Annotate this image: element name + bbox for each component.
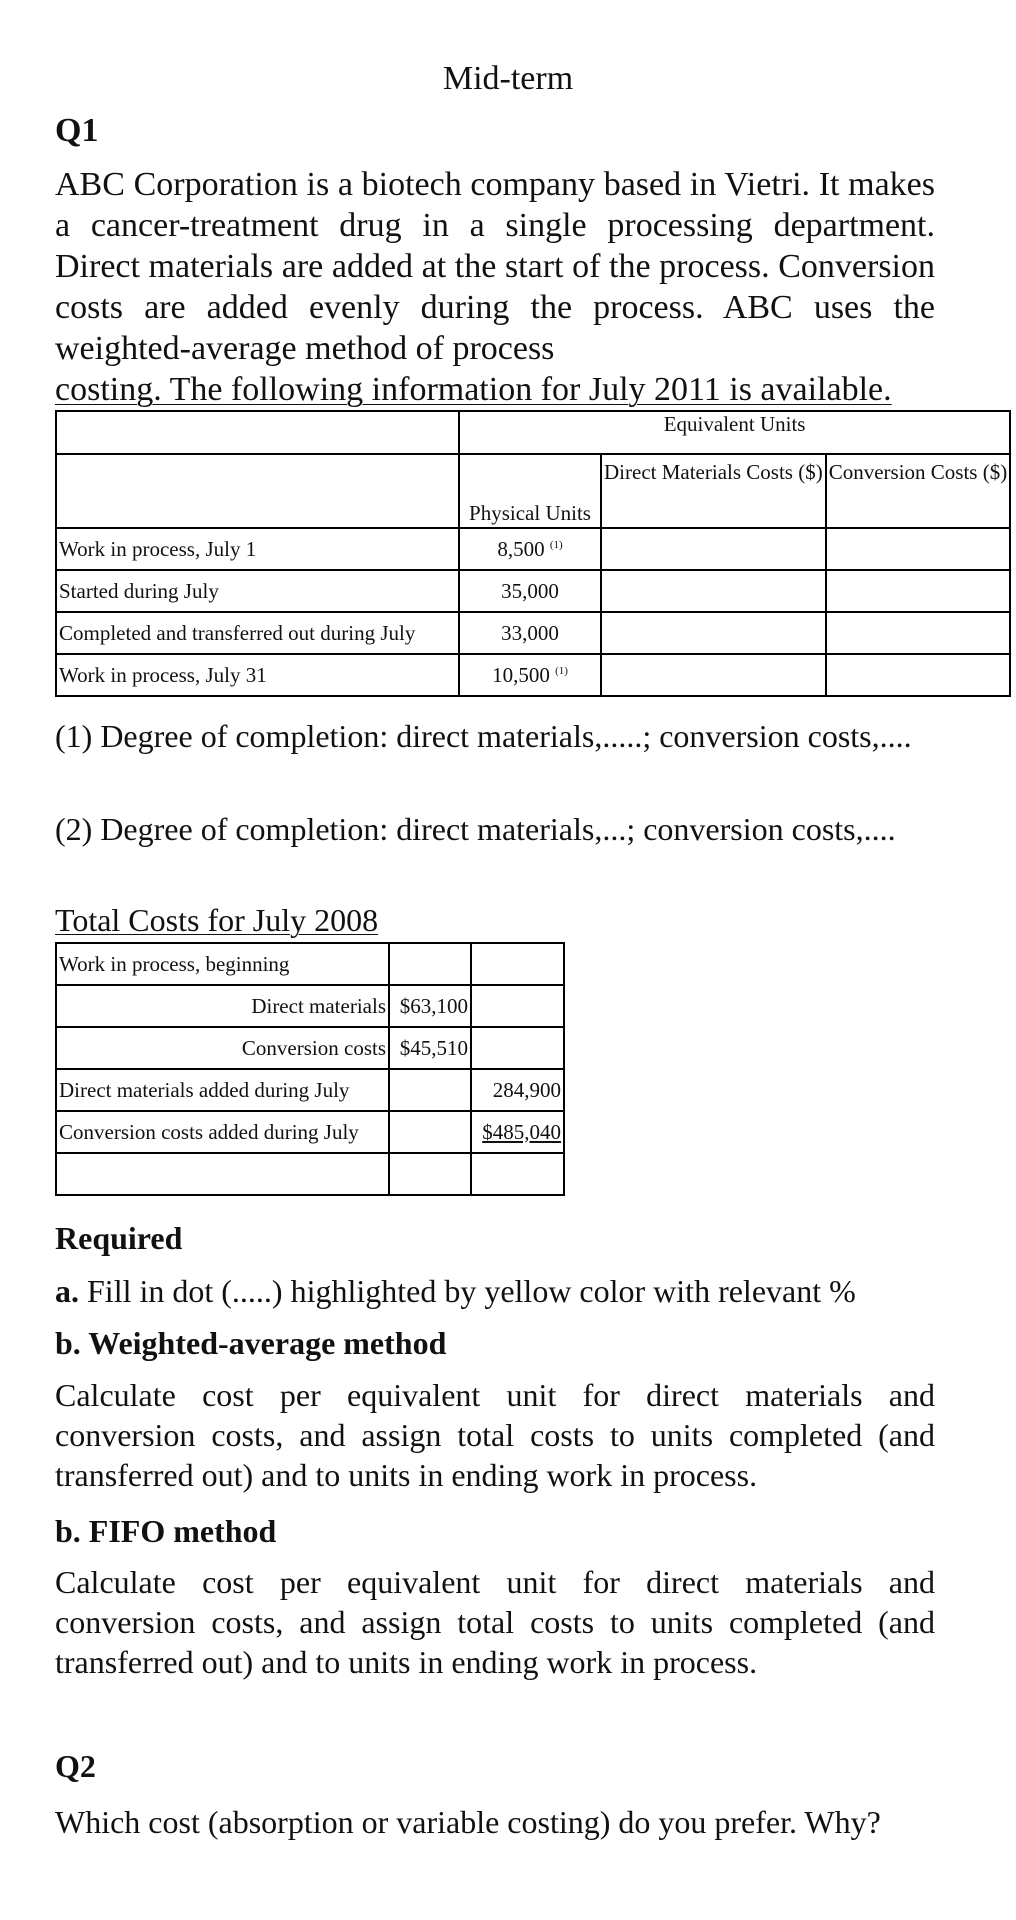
cc-added-label: Conversion costs added during July xyxy=(56,1111,389,1153)
question-2-text: Which cost (absorption or variable costing) do you prefer. Why? xyxy=(55,1804,881,1840)
question-1-label: Q1 xyxy=(55,112,99,149)
conversion-costs-cell xyxy=(826,570,1011,612)
required-a-label: a. xyxy=(55,1273,79,1309)
costs-table xyxy=(55,942,565,1196)
dm-added-value: 284,900 xyxy=(471,1069,564,1111)
direct-materials-label: Direct materials xyxy=(56,985,389,1027)
units-table-top-header-row xyxy=(56,411,1010,454)
direct-materials-value: $63,100 xyxy=(389,985,471,1027)
required-a-text: Fill in dot (.....) highlighted by yellow color with relevant % xyxy=(79,1273,856,1309)
empty-cell xyxy=(389,1069,471,1111)
conversion-costs-label: Conversion costs xyxy=(56,1027,389,1069)
table-row xyxy=(56,1027,564,1069)
row-label: Started during July xyxy=(56,570,459,612)
required-b2-text: Calculate cost per equivalent unit for direct materials and conversion costs, and assign total costs to units completed (and transferred out) and to units in ending work in process. xyxy=(55,1564,935,1680)
units-table xyxy=(55,410,1011,697)
conversion-costs-value: $45,510 xyxy=(389,1027,471,1069)
note-1: (1) Degree of completion: direct materials,.....; conversion costs,.... xyxy=(55,718,912,754)
physical-units-cell xyxy=(459,528,601,570)
units-table-blank-cell xyxy=(56,454,459,528)
empty-cell xyxy=(389,943,471,985)
conversion-costs-cell xyxy=(826,612,1011,654)
table-row xyxy=(56,1111,564,1153)
question-1-last-line-text: costing. The following information for July 2011 is available. xyxy=(55,371,892,408)
physical-units-value: 8,500 xyxy=(497,536,545,561)
total-costs-title xyxy=(55,902,378,939)
units-table-blank-cell xyxy=(56,411,459,454)
cc-added-value: $485,040 xyxy=(471,1111,564,1153)
required-b1-text: Calculate cost per equivalent unit for direct materials and conversion costs, and assign total costs to units completed (and transferred out) and to units in ending work in process. xyxy=(55,1377,935,1493)
empty-cell xyxy=(389,1111,471,1153)
direct-materials-header: Direct Materials Costs ($) xyxy=(601,454,826,528)
empty-cell xyxy=(471,985,564,1027)
table-row xyxy=(56,985,564,1027)
question-1-paragraph: ABC Corporation is a biotech company based in Vietri. It makes a cancer-treatment drug in a single processing department. Direct materials are added at the start of the process. Conversion costs are added evenly during the process. ABC uses the weighted-average method of process xyxy=(55,166,935,367)
empty-cell xyxy=(471,943,564,985)
required-heading: Required xyxy=(55,1220,183,1256)
wip-beginning-label: Work in process, beginning xyxy=(56,943,389,985)
table-row xyxy=(56,528,1010,570)
page-title: Mid-term xyxy=(442,60,574,97)
row-label: Work in process, July 1 xyxy=(56,528,459,570)
required-b1-heading: b. Weighted-average method xyxy=(55,1325,447,1361)
footnote-marker: (1) xyxy=(555,664,568,677)
question-2-label: Q2 xyxy=(55,1748,96,1784)
table-row xyxy=(56,1153,564,1195)
table-row xyxy=(56,654,1010,696)
footnote-marker: (1) xyxy=(549,538,563,551)
physical-units-cell: 35,000 xyxy=(459,570,601,612)
conversion-costs-header: Conversion Costs ($) xyxy=(826,454,1011,528)
units-table-header-row xyxy=(56,454,1010,528)
conversion-costs-cell xyxy=(826,654,1011,696)
total-costs-title-text: Total Costs for July 2008 xyxy=(55,902,379,938)
note-2: (2) Degree of completion: direct materials,...; conversion costs,.... xyxy=(55,811,896,847)
physical-units-cell: 33,000 xyxy=(459,612,601,654)
required-a xyxy=(55,1271,856,1311)
direct-materials-cell xyxy=(601,528,826,570)
row-label: Completed and transferred out during July xyxy=(56,612,459,654)
empty-cell xyxy=(471,1153,564,1195)
empty-cell xyxy=(56,1153,389,1195)
table-row xyxy=(56,612,1010,654)
empty-cell xyxy=(471,1027,564,1069)
equivalent-units-header: Equivalent Units xyxy=(459,411,1010,454)
table-row xyxy=(56,943,564,985)
physical-units-header: Physical Units xyxy=(459,454,601,528)
direct-materials-cell xyxy=(601,654,826,696)
direct-materials-cell xyxy=(601,570,826,612)
table-row xyxy=(56,1069,564,1111)
dm-added-label: Direct materials added during July xyxy=(56,1069,389,1111)
physical-units-cell xyxy=(459,654,601,696)
question-1-paragraph-last-line xyxy=(55,369,892,410)
row-label: Work in process, July 31 xyxy=(56,654,459,696)
required-b2-heading: b. FIFO method xyxy=(55,1513,277,1549)
table-row xyxy=(56,570,1010,612)
empty-cell xyxy=(389,1153,471,1195)
physical-units-value: 10,500 xyxy=(492,662,550,687)
conversion-costs-cell xyxy=(826,528,1011,570)
direct-materials-cell xyxy=(601,612,826,654)
